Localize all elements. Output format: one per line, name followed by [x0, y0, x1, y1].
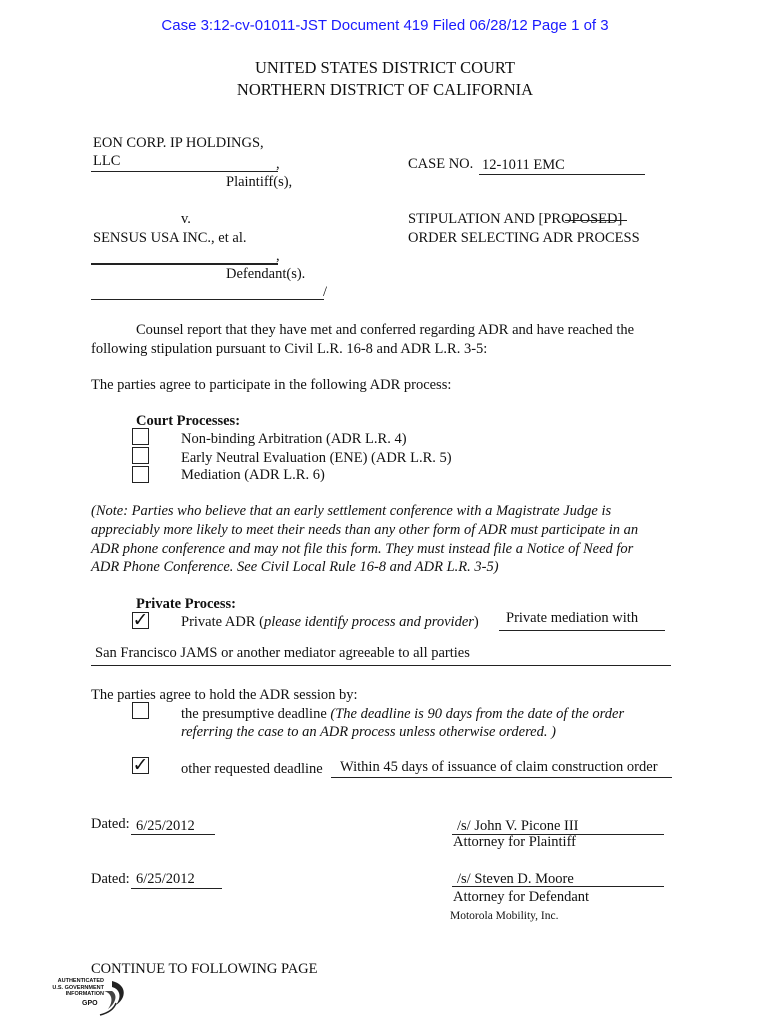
- intro-line-2: following stipulation pursuant to Civil L.R. 16-8 and ADR L.R. 3-5:: [91, 341, 488, 357]
- presumptive-deadline-label: the presumptive deadline: [181, 706, 331, 722]
- date-underline-1: [131, 834, 215, 835]
- case-no-underline: [479, 174, 645, 175]
- continue-text: CONTINUE TO FOLLOWING PAGE: [91, 961, 318, 977]
- signature-2: /s/ Steven D. Moore: [457, 871, 574, 887]
- defendant-underline: [91, 263, 278, 265]
- presumptive-deadline-checkbox[interactable]: [132, 702, 149, 719]
- docket-header: Case 3:12-cv-01011-JST Document 419 Filed 06/28/12 Page 1 of 3: [161, 17, 609, 34]
- private-adr-underline-1: [499, 630, 665, 631]
- private-adr-value-line-1[interactable]: Private mediation with: [506, 610, 639, 626]
- note-line-2: appreciably more likely to meet their needs than any other form of ADR must participate in an: [91, 522, 639, 538]
- ene-label: Early Neutral Evaluation (ENE) (ADR L.R. 5): [181, 450, 452, 466]
- private-adr-underline-2: [91, 665, 671, 666]
- private-adr-label-italic: please identify process and provider: [263, 614, 474, 630]
- document-title-line-2: ORDER SELECTING ADR PROCESS: [408, 230, 640, 246]
- check-icon: ✓: [132, 609, 149, 631]
- plaintiff-name-line-1: EON CORP. IP HOLDINGS,: [93, 135, 264, 151]
- other-deadline-value[interactable]: Within 45 days of issuance of claim construction order: [340, 759, 658, 775]
- gpo-line-3: INFORMATION: [65, 991, 104, 997]
- caption-bottom-rule: [91, 299, 324, 300]
- gpo-line-2: U.S. GOVERNMENT: [52, 984, 104, 991]
- presumptive-deadline-line-1: [181, 706, 624, 723]
- proposed-strikethrough: [565, 220, 627, 221]
- court-processes-heading: Court Processes:: [136, 413, 241, 429]
- note-line-3: ADR phone conference and may not file this form. They must instead file a Notice of Need for: [91, 541, 634, 557]
- signature-1: /s/ John V. Picone III: [457, 818, 579, 834]
- signature-extra-2: Motorola Mobility, Inc.: [450, 910, 559, 922]
- private-process-heading: Private Process:: [136, 596, 236, 612]
- defendant-comma: ,: [276, 248, 280, 264]
- agree-process-text: The parties agree to participate in the following ADR process:: [91, 377, 452, 393]
- signature-role-2: Attorney for Defendant: [453, 889, 590, 905]
- intro-line-1: Counsel report that they have met and conferred regarding ADR and have reached the: [136, 322, 635, 338]
- check-icon: ✓: [132, 754, 149, 776]
- defendant-name: SENSUS USA INC., et al.: [93, 230, 247, 246]
- private-adr-label-text: Private ADR (: [181, 614, 264, 630]
- note-line-1: (Note: Parties who believe that an early settlement conference with a Magistrate Judge is: [91, 503, 612, 519]
- versus: v.: [181, 211, 191, 227]
- gpo-mark: GPO: [82, 1000, 98, 1007]
- arbitration-checkbox[interactable]: [132, 428, 149, 445]
- case-no-value: 12-1011 EMC: [482, 157, 565, 173]
- plaintiff-role: Plaintiff(s),: [226, 174, 293, 190]
- defendant-role: Defendant(s).: [226, 266, 306, 282]
- court-district: NORTHERN DISTRICT OF CALIFORNIA: [236, 80, 534, 99]
- session-intro: The parties agree to hold the ADR session by:: [91, 687, 358, 703]
- mediation-checkbox[interactable]: [132, 466, 149, 483]
- dated-label-1: Dated:: [91, 816, 130, 832]
- note-line-4: ADR Phone Conference. See Civil Local Rule 16-8 and ADR L.R. 3-5): [91, 559, 499, 575]
- plaintiff-underline: [91, 171, 278, 172]
- caption-slash: /: [323, 284, 328, 300]
- private-adr-label-close: ): [473, 614, 479, 630]
- presumptive-deadline-note-2: referring the case to an ADR process unless otherwise ordered. ): [181, 724, 556, 740]
- date-value-2: 6/25/2012: [136, 871, 195, 887]
- ene-checkbox[interactable]: [132, 447, 149, 464]
- gpo-authentication-seal: [42, 977, 132, 1017]
- gpo-caption: [42, 978, 104, 998]
- plaintiff-comma: ,: [276, 156, 280, 172]
- other-deadline-underline: [331, 777, 672, 778]
- plaintiff-name-line-2: LLC: [93, 153, 121, 169]
- gpo-line-1: AUTHENTICATED: [57, 978, 104, 984]
- presumptive-deadline-note-1: (The deadline is 90 days from the date of the order: [330, 706, 625, 722]
- mediation-label: Mediation (ADR L.R. 6): [181, 467, 325, 483]
- private-adr-label: [181, 614, 479, 631]
- other-deadline-label: other requested deadline: [181, 761, 323, 777]
- signature-underline-2: [452, 886, 664, 887]
- date-value-1: 6/25/2012: [136, 818, 195, 834]
- case-no-label: CASE NO.: [408, 156, 474, 172]
- dated-label-2: Dated:: [91, 871, 130, 887]
- date-underline-2: [131, 888, 222, 889]
- signature-role-1: Attorney for Plaintiff: [453, 834, 576, 850]
- document-title-line-1: STIPULATION AND [PROPOSED]: [408, 211, 623, 227]
- private-adr-value-line-2[interactable]: San Francisco JAMS or another mediator agreeable to all parties: [95, 645, 470, 661]
- court-name: UNITED STATES DISTRICT COURT: [254, 58, 515, 77]
- arbitration-label: Non-binding Arbitration (ADR L.R. 4): [181, 431, 407, 447]
